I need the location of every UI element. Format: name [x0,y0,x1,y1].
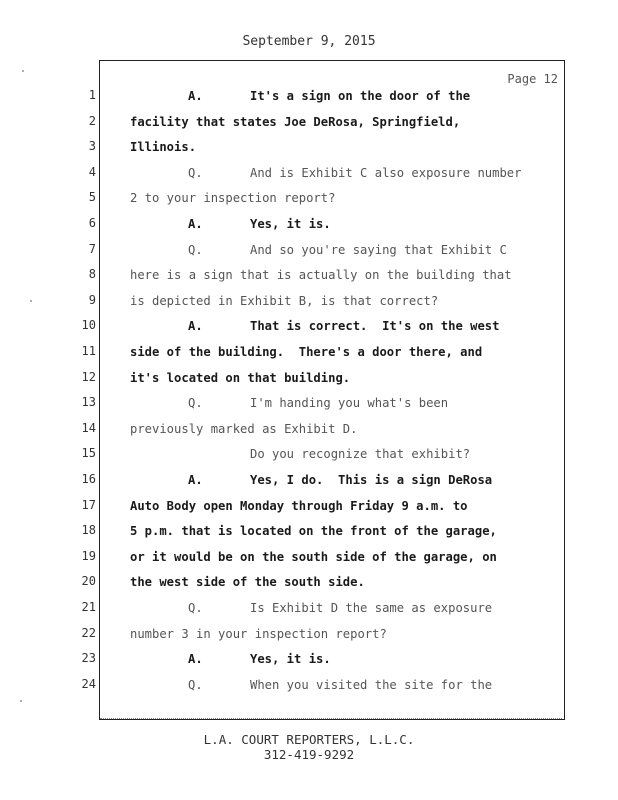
speaker-label: A. [188,217,203,231]
speaker-label: Q. [188,165,203,180]
speaker-label: A. [188,319,203,334]
line-number: 15 [81,446,96,461]
scan-artifact-line [100,718,562,722]
line-text: Yes, I do. This is a sign DeRosa [250,473,493,487]
transcript-line [130,267,512,283]
line-number: 11 [81,344,96,358]
transcript-line [130,165,522,181]
scan-speck [20,700,22,702]
line-text: I'm handing you what's been [250,396,449,411]
line-text: Auto Body open Monday through Friday 9 a.m. to [130,498,468,513]
speaker-label: Q. [188,677,203,692]
line-number: 22 [81,625,96,640]
transcript-line [130,626,387,642]
transcript-line [130,574,365,590]
speaker-label: A. [188,89,203,103]
line-number: 23 [81,651,96,666]
line-text: Do you recognize that exhibit? [250,447,471,462]
line-text: Illinois. [130,140,197,155]
line-text: And so you're saying that Exhibit C [250,242,507,257]
line-text: or it would be on the south side of the garage, on [130,549,497,564]
line-text: is depicted in Exhibit B, is that correct? [130,293,439,308]
line-text: the west side of the south side. [130,575,365,590]
line-text: number 3 in your inspection report? [130,626,387,641]
line-number: 9 [88,292,96,307]
line-text: previously marked as Exhibit D. [130,421,358,436]
line-number: 13 [81,395,96,410]
transcript-line [130,549,497,565]
transcript-line [130,600,492,616]
transcript-line [130,190,335,206]
transcript-line [130,472,492,488]
transcript-line [130,677,492,693]
line-number: 7 [88,241,96,256]
transcript-line [130,293,438,309]
transcript-line [130,318,499,334]
scan-speck [22,70,24,72]
reporter-name: L.A. COURT REPORTERS, L.L.C. [203,732,415,747]
line-number: 10 [81,318,96,333]
page-number-label: Page 12 [507,72,558,86]
line-number: 6 [88,216,96,230]
court-reporter-footer [0,732,618,762]
line-number: 16 [81,472,96,486]
speaker-label: A. [188,652,203,667]
transcript-line [130,498,468,514]
transcript-frame [99,60,565,720]
line-number: 4 [88,164,96,179]
line-number: 19 [81,548,96,563]
transcript-line [130,370,350,386]
line-number: 3 [88,139,96,154]
transcript-line [130,114,460,130]
transcript-line [130,446,470,462]
line-text: 5 p.m. that is located on the front of the garage, [130,524,497,539]
transcript-line [130,344,482,360]
line-text: When you visited the site for the [250,677,493,692]
line-text: Yes, it is. [250,652,331,667]
line-number: 5 [88,190,96,205]
line-number: 1 [88,88,96,102]
line-number: 21 [81,600,96,614]
line-text: And is Exhibit C also exposure number [250,165,522,180]
line-number: 18 [81,523,96,538]
scan-speck [30,300,32,302]
line-number: 2 [88,113,96,128]
line-text: side of the building. There's a door there, and [130,345,483,359]
line-number: 14 [81,420,96,435]
transcript-line [130,216,331,232]
speaker-label: Q. [188,396,203,411]
speaker-label: Q. [188,242,203,257]
transcript-line [130,88,470,104]
line-text: It's a sign on the door of the [250,89,471,103]
line-number: 24 [81,676,96,691]
line-text: facility that states Joe DeRosa, Springfield, [130,114,461,129]
line-number: 20 [81,574,96,589]
transcript-line [130,421,357,437]
line-number: 17 [81,497,96,512]
transcript-line [130,395,448,411]
line-text: Yes, it is. [250,217,331,231]
line-text: That is correct. It's on the west [250,319,500,334]
reporter-phone: 312-419-9292 [263,747,355,762]
line-number: 8 [88,267,96,282]
transcript-line [130,242,507,258]
transcript-line [130,523,497,539]
transcript-line [130,139,196,155]
speaker-label: A. [188,473,203,487]
speaker-label: Q. [188,601,203,615]
transcript-line [130,651,331,667]
line-number: 12 [81,369,96,384]
page-date-header: September 9, 2015 [242,34,376,49]
line-text: here is a sign that is actually on the building that [130,268,512,283]
line-text: Is Exhibit D the same as exposure [250,601,493,615]
line-text: it's located on that building. [130,370,351,385]
line-text: 2 to your inspection report? [130,191,336,206]
